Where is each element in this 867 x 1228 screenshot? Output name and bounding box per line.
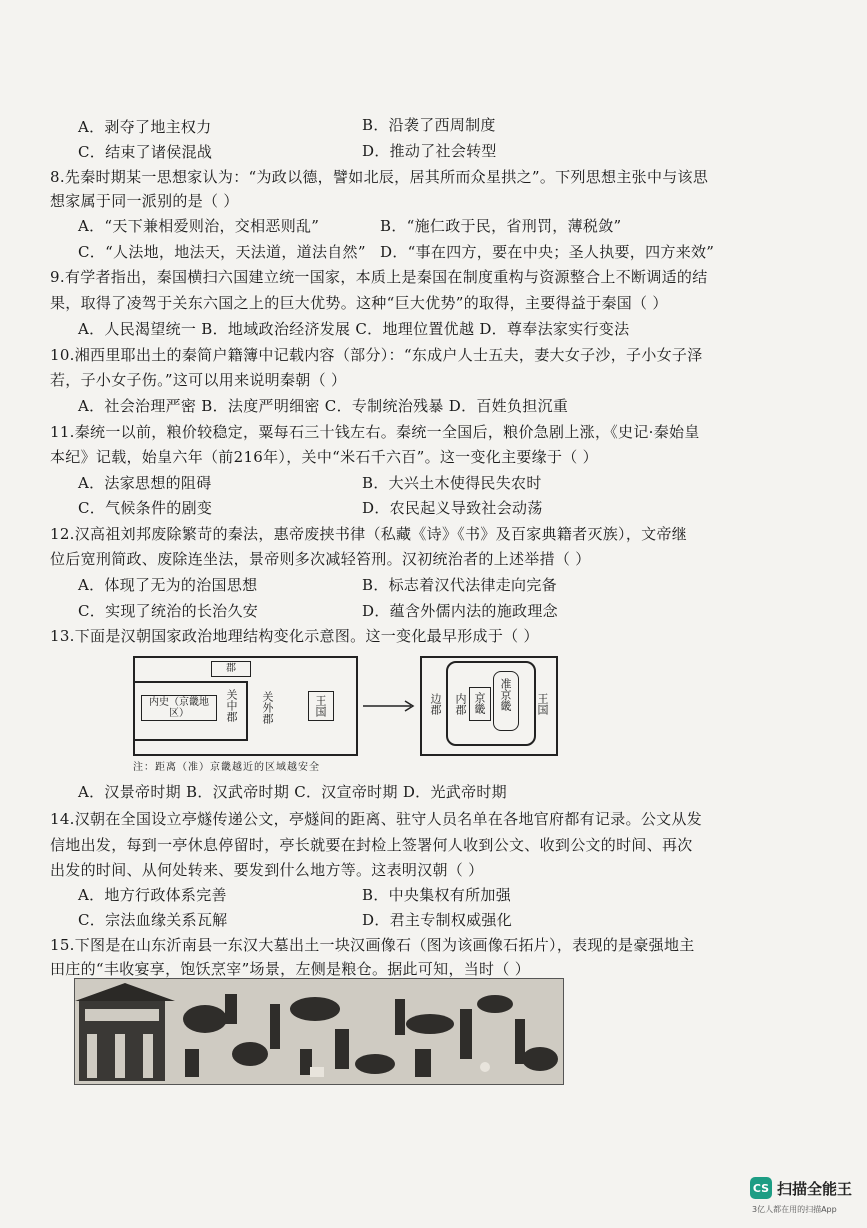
q12-stem-line1: 12.汉高祖刘邦废除繁苛的秦法，惠帝废挟书律（私藏《诗》《书》及百家典籍者灭族），文帝继 bbox=[50, 525, 688, 543]
camscanner-logo bbox=[750, 1177, 852, 1199]
diagram-note: 注：距离（准）京畿越近的区域越安全 bbox=[133, 762, 320, 773]
diagram-wangguo-right-label: 王国 bbox=[536, 693, 549, 715]
q7-option-d: D．推动了社会转型 bbox=[362, 142, 497, 160]
q9-stem-line2: 果，取得了凌驾于关东六国之上的巨大优势。这种“巨大优势”的取得，主要得益于秦国（ ） bbox=[50, 294, 668, 312]
relief-rubbing-graphic bbox=[75, 979, 563, 1084]
q9-options: A．人民渴望统一 B．地域政治经济发展 C．地理位置优越 D．尊奉法家实行变法 bbox=[78, 320, 630, 338]
q10-stem-line2: 若，子小女子伤。”这可以用来说明秦朝（ ） bbox=[50, 371, 347, 389]
q14-option-d: D．君主专制权威强化 bbox=[362, 911, 513, 929]
q11-option-b: B．大兴土木使得民失农时 bbox=[362, 474, 542, 492]
q7-option-c: C．结束了诸侯混战 bbox=[78, 143, 213, 161]
diagram-neijun-label: 内郡 bbox=[454, 693, 467, 715]
q11-stem-line2: 本纪》记载，始皇六年（前216年），关中“米石千六百”。这一变化主要缘于（ ） bbox=[50, 448, 598, 466]
diagram-jun-label: 郡 bbox=[211, 661, 251, 677]
diagram-wangguo-left-box bbox=[308, 691, 334, 721]
camscanner-tagline: 3亿人都在用的扫描App bbox=[752, 1205, 837, 1214]
q7-option-a: A．剥夺了地主权力 bbox=[78, 118, 212, 136]
q13-options: A．汉景帝时期 B．汉武帝时期 C．汉宣帝时期 D．光武帝时期 bbox=[78, 783, 507, 801]
camscanner-name: 扫描全能王 bbox=[777, 1179, 853, 1198]
q14-option-c: C．宗法血缘关系瓦解 bbox=[78, 911, 228, 929]
arrow-icon bbox=[361, 699, 421, 713]
q13-stem: 13.下面是汉朝国家政治地理结构变化示意图。这一变化最早形成于（ ） bbox=[50, 627, 539, 645]
q14-stem-line3: 出发的时间、从何处转来、要发到什么地方等。这表明汉朝（ ） bbox=[50, 861, 484, 879]
q8-option-c: C．“人法地，地法天，天法道，道法自然” bbox=[78, 243, 366, 261]
diagram-chijingji-label: 准京畿 bbox=[499, 678, 512, 711]
q12-stem-line2: 位后宽刑简政、废除连坐法，景帝则多次减轻笞刑。汉初统治者的上述举措（ ） bbox=[50, 550, 591, 568]
diagram-neishi-box: 内史（京畿地区） bbox=[141, 695, 217, 721]
q11-option-c: C．气候条件的剧变 bbox=[78, 499, 213, 517]
diagram-guanzhong-label: 关中郡 bbox=[225, 689, 238, 722]
q11-option-d: D．农民起义导致社会动荡 bbox=[362, 499, 543, 517]
q11-option-a: A．法家思想的阻碍 bbox=[78, 474, 212, 492]
han-stone-relief-image bbox=[74, 978, 564, 1085]
q12-option-b: B．标志着汉代法律走向完备 bbox=[362, 576, 557, 594]
diagram-chijingji-box bbox=[493, 671, 519, 731]
diagram-wangguo-left-label: 王国 bbox=[314, 695, 327, 717]
q10-options: A．社会治理严密 B．法度严明细密 C．专制统治残暴 D．百姓负担沉重 bbox=[78, 397, 569, 415]
q12-option-c: C．实现了统治的长治久安 bbox=[78, 602, 259, 620]
q7-option-b: B．沿袭了西周制度 bbox=[362, 116, 496, 134]
camscanner-badge-icon: CS bbox=[750, 1177, 772, 1199]
q14-stem-line2: 信地出发，每到一亭休息停留时，亭长就要在封检上签署何人收到公文、收到公文的时间、再次 bbox=[50, 836, 693, 854]
q12-option-d: D．蕴含外儒内法的施政理念 bbox=[362, 602, 558, 620]
q14-stem-line1: 14.汉朝在全国设立亭燧传递公文，亭燧间的距离、驻守人员名单在各地官府都有记录。公文从发 bbox=[50, 810, 703, 828]
q11-stem-line1: 11.秦统一以前，粮价较稳定，粟每石三十钱左右。秦统一全国后，粮价急剧上涨，《史记·秦始皇 bbox=[50, 423, 700, 441]
q14-option-a: A．地方行政体系完善 bbox=[78, 886, 227, 904]
q9-stem-line1: 9.有学者指出，秦国横扫六国建立统一国家，本质上是秦国在制度重构与资源整合上不断调适的结 bbox=[50, 268, 708, 286]
q15-stem-line2: 田庄的“丰收宴享，饱饫烹宰”场景，左侧是粮仓。据此可知，当时（ ） bbox=[50, 960, 531, 978]
diagram-jingji-box bbox=[469, 687, 491, 721]
diagram-jingji-label: 京畿 bbox=[473, 692, 486, 714]
q15-stem-line1: 15.下图是在山东沂南县一东汉大墓出土一块汉画像石（图为该画像石拓片），表现的是豪强地主 bbox=[50, 936, 695, 954]
q8-option-a: A．“天下兼相爱则治，交相恶则乱” bbox=[78, 217, 320, 235]
han-structure-diagram bbox=[133, 651, 563, 773]
diagram-guanwai-label: 关外郡 bbox=[261, 691, 274, 724]
q12-option-a: A．体现了无为的治国思想 bbox=[78, 576, 258, 594]
q8-stem-line2: 想家属于同一派别的是（ ） bbox=[50, 192, 239, 210]
q8-stem-line1: 8.先秦时期某一思想家认为：“为政以德，譬如北辰，居其所而众星拱之”。下列思想主张中与该思 bbox=[50, 168, 709, 186]
q8-option-b: B．“施仁政于民，省刑罚，薄税敛” bbox=[380, 217, 622, 235]
q14-option-b: B．中央集权有所加强 bbox=[362, 886, 512, 904]
diagram-bianjun-label: 边郡 bbox=[429, 693, 442, 715]
q8-option-d: D．“事在四方，要在中央；圣人执要，四方来效” bbox=[380, 243, 715, 261]
q10-stem-line1: 10.湘西里耶出土的秦简户籍簿中记载内容（部分）：“东成户人士五夫，妻大女子沙，子小女子泽 bbox=[50, 346, 703, 364]
